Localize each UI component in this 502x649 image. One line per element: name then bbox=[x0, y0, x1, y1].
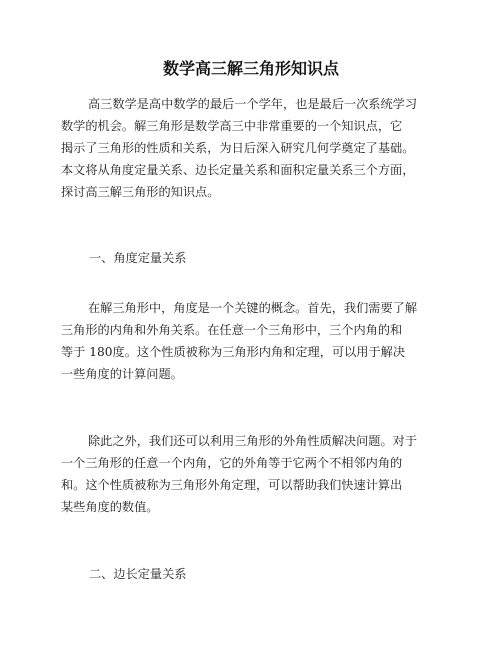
section-heading-angle: 一、角度定量关系 bbox=[89, 251, 187, 265]
text-line: 三角形的内角和外角关系。在任意一个三角形中，三个内角的和 bbox=[61, 323, 403, 337]
text-line: 等于 180度。这个性质被称为三角形内角和定理，可以用于解决 bbox=[61, 345, 406, 359]
text-line: 和。这个性质被称为三角形外角定理，可以帮助我们快速计算出 bbox=[61, 478, 403, 492]
text-line: 一些角度的计算问题。 bbox=[61, 367, 183, 381]
text-line: 某些角度的数值。 bbox=[61, 500, 159, 514]
document-title: 数学高三解三角形知识点 bbox=[162, 59, 339, 78]
text-line: 除此之外，我们还可以利用三角形的外角性质解决问题。对于 bbox=[88, 434, 418, 448]
intro-paragraph bbox=[61, 93, 417, 203]
angle-paragraph-1 bbox=[61, 297, 417, 385]
text-line: 数学的机会。解三角形是数学高三中非常重要的一个知识点，它 bbox=[61, 119, 403, 133]
text-line: 一个三角形的任意一个内角，它的外角等于它两个不相邻内角的 bbox=[61, 456, 403, 470]
section-heading-side: 二、边长定量关系 bbox=[89, 567, 187, 581]
text-line: 在解三角形中，角度是一个关键的概念。首先，我们需要了解 bbox=[88, 301, 418, 315]
text-line: 本文将从角度定量关系、边长定量关系和面积定量关系三个方面， bbox=[61, 163, 415, 177]
text-line: 高三数学是高中数学的最后一个学年，也是最后一次系统学习 bbox=[88, 97, 418, 111]
angle-paragraph-2 bbox=[61, 430, 417, 518]
text-line: 揭示了三角形的性质和关系，为日后深入研究几何学奠定了基础。 bbox=[61, 141, 415, 155]
text-line: 探讨高三解三角形的知识点。 bbox=[61, 185, 220, 199]
